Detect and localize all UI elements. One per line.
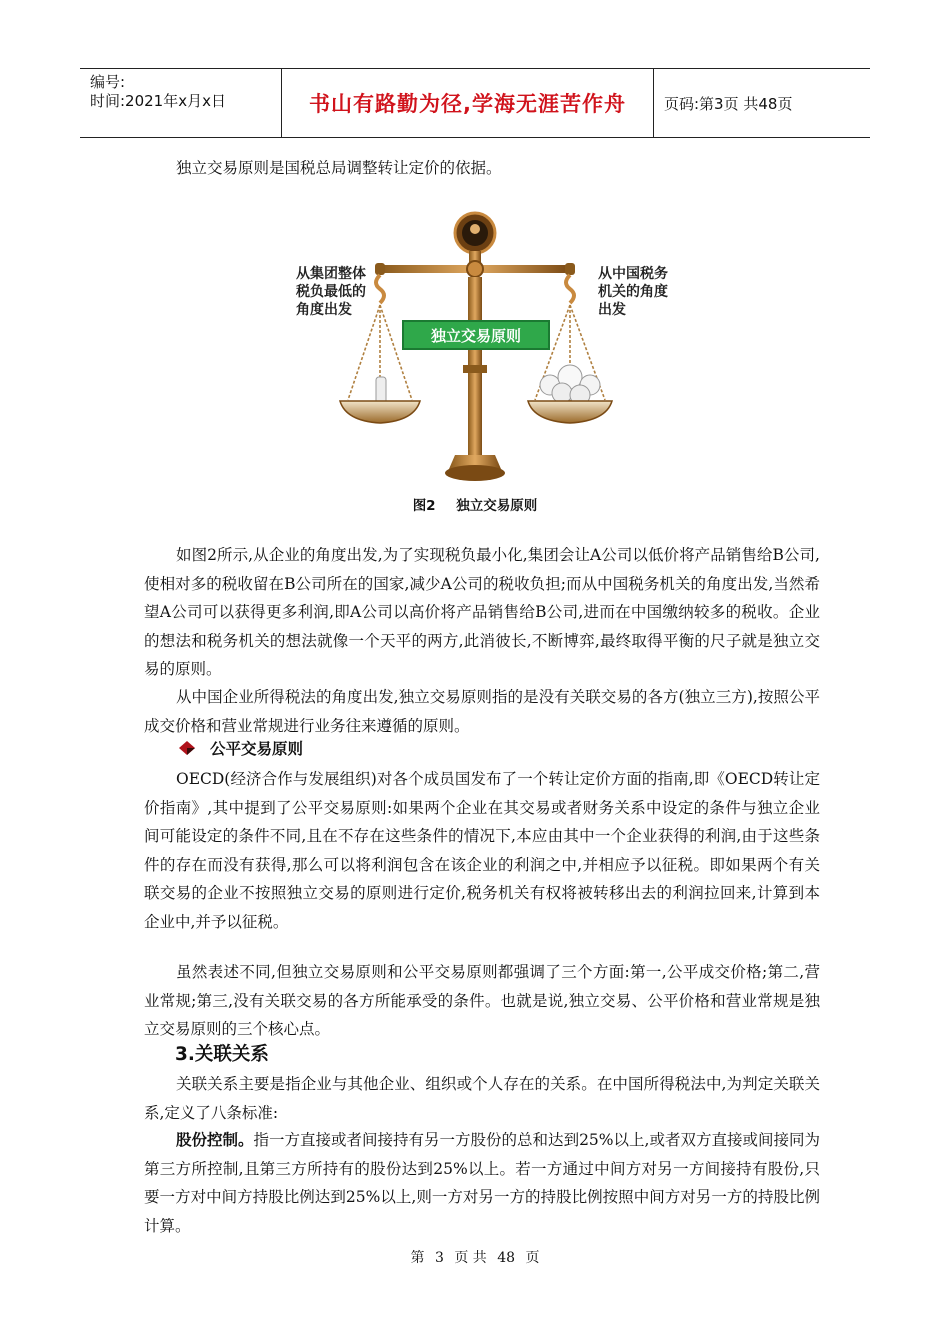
number-label: 编号:: [90, 73, 126, 91]
left-pan-label: 从集团整体税负最低的角度出发: [296, 266, 366, 318]
share-control-text: 指一方直接或者间接持有另一方股份的总和达到25%以上,或者双方直接或间接同为第三方所控制,且第三方所持有的股份达到25%以上。若一方通过中间方对另一方间接持有股份,只要一方对中间方持股比例达到25%以上,则一方对另一方的持股比例按照中间方对另一方的持股比例计算。: [144, 1131, 820, 1235]
footer-middle: 页 共: [454, 1250, 487, 1266]
bullet-title: 公平交易原则: [210, 740, 304, 758]
page-footer: [0, 1247, 950, 1267]
paragraph-share-control: [144, 1126, 820, 1240]
figure-title: 独立交易原则: [456, 498, 538, 514]
paragraph-comparison: 虽然表述不同,但独立交易原则和公平交易原则都强调了三个方面:第一,公平成交价格;第二,营业常规;第三,没有关联交易的各方所能承受的条件。也就是说,独立交易、公平价格和营业常规是独立交易原则的三个核心点。: [144, 963, 820, 1038]
principle-banner: 独立交易原则: [402, 320, 550, 350]
bullet-heading: [178, 737, 303, 759]
footer-current-page: 3: [434, 1250, 444, 1266]
footer-total-pages: 48: [497, 1250, 516, 1266]
paragraph-oecd: OECD(经济合作与发展组织)对各个成员国发布了一个转让定价方面的指南,即《OECD转让定价指南》,其中提到了公平交易原则:如果两个企业在其交易或者财务关系中设定的条件与独立企业间可能设定的条件不同,且在不存在这些条件的情况下,本应由其中一个企业获得的利润,由于这些条件的存在而没有获得,那么可以将利润包含在该企业的利润之中,并相应予以征税。即如果两个有关联交易的企业不按照独立交易的原则进行定价,税务机关有权将被转移出去的利润拉回来,计算到本企业中,并予以征税。: [144, 770, 820, 931]
paragraph-figure-explanation: 如图2所示,从企业的角度出发,为了实现税负最小化,集团会让A公司以低价将产品销售给B公司,使相对多的税收留在B公司所在的国家,减少A公司的税收负担;而从中国税务机关的角度出发,当然希望A公司可以获得更多利润,即A公司以高价将产品销售给B公司,进而在中国缴纳较多的税收。企业的想法和税务机关的想法就像一个天平的两方,此消彼长,不断博弈,最终取得平衡的尺子就是独立交易的原则。: [144, 546, 820, 678]
paragraph-related-party: 关联关系主要是指企业与其他企业、组织或个人存在的关系。在中国所得税法中,为判定关联关系,定义了八条标准:: [144, 1075, 820, 1122]
time-label: 时间:2021年x月x日: [90, 92, 226, 110]
footer-suffix: 页: [525, 1250, 540, 1266]
share-control-term: 股份控制。: [176, 1130, 254, 1149]
footer-prefix: 第: [410, 1250, 425, 1266]
page-header: [80, 68, 870, 138]
header-page-info: 页码:第3页 共48页: [664, 94, 793, 113]
intro-paragraph: 独立交易原则是国税总局调整转让定价的依据。: [176, 159, 502, 177]
section-title: 3.关联关系: [175, 1044, 269, 1065]
header-meta: [80, 69, 282, 137]
header-motto: 书山有路勤为径,学海无涯苦作舟: [282, 69, 654, 137]
figure-caption: [0, 494, 950, 514]
figure-number: 图2: [412, 498, 436, 514]
diamond-bullet-icon: [178, 740, 196, 756]
right-pan-label: 从中国税务机关的角度出发: [598, 266, 668, 318]
paragraph-tax-law-definition: 从中国企业所得税法的角度出发,独立交易原则指的是没有关联交易的各方(独立三方),按照公平成交价格和营业常规进行业务往来遵循的原则。: [144, 688, 820, 735]
balance-scale-figure: [280, 205, 680, 490]
